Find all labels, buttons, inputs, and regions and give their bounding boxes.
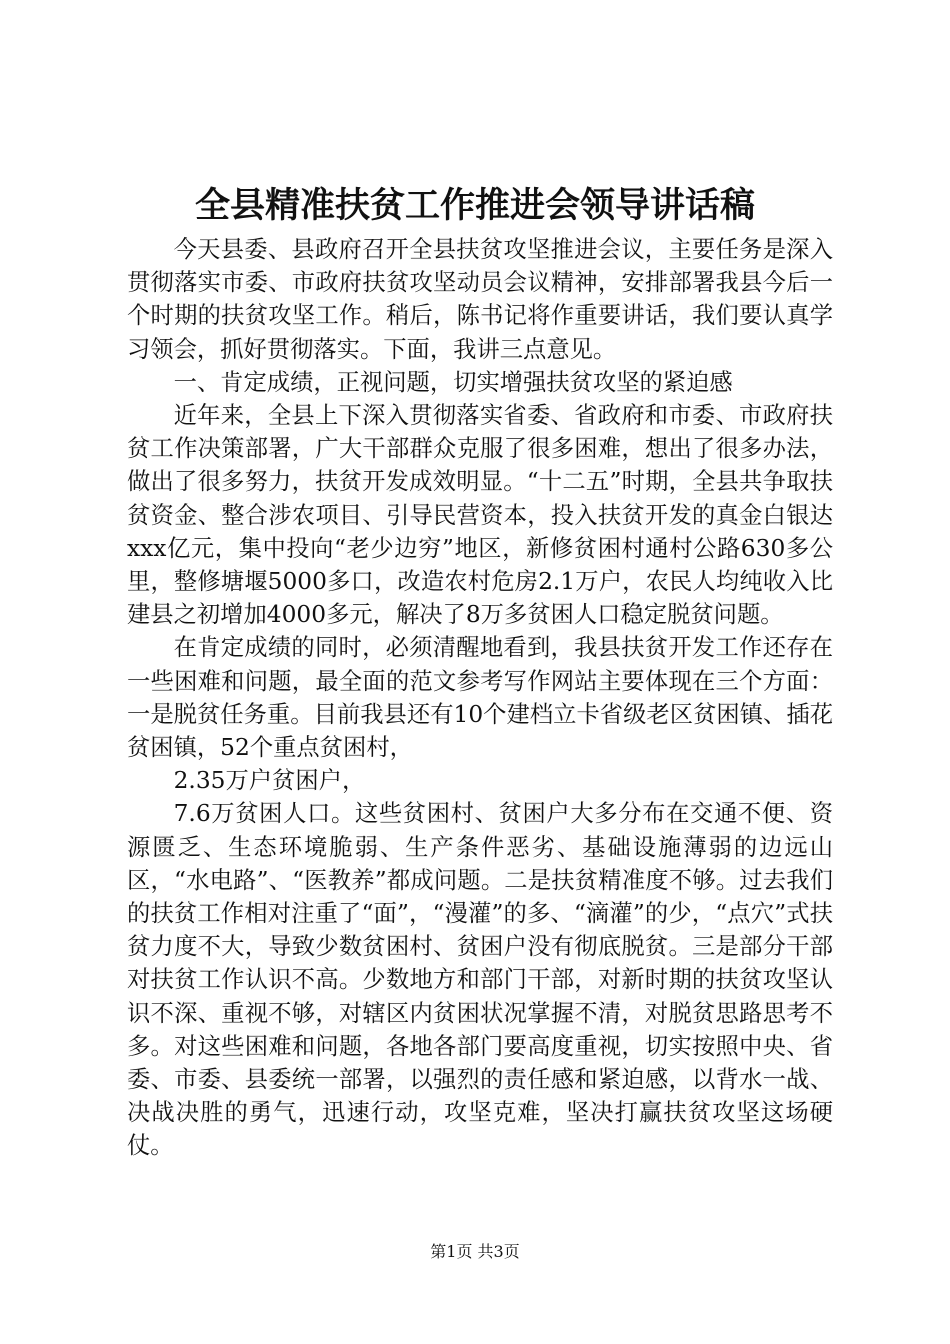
document-title: 全县精准扶贫工作推进会领导讲话稿 bbox=[194, 185, 755, 226]
page-footer: 第1页 共3页 bbox=[430, 1242, 520, 1261]
poor-households-paragraph: 2.35万户贫困户， bbox=[173, 767, 366, 795]
document-body bbox=[127, 233, 833, 1163]
problems-paragraph: 在肯定成绩的同时，必须清醒地看到，我县扶贫开发工作还存在一些困难和问题，最全面的范文参考写作网站主要体现在三个方面：一是脱贫任务重。目前我县还有10个建档立卡省级老区贫困镇、插花贫困镇，52个重点贫困村， bbox=[127, 634, 833, 762]
intro-paragraph: 今天县委、县政府召开全县扶贫攻坚推进会议，主要任务是深入贯彻落实市委、市政府扶贫攻坚动员会议精神，安排部署我县今后一个时期的扶贫攻坚工作。稍后，陈书记将作重要讲话，我们要认真学习领会，抓好贯彻落实。下面，我讲三点意见。 bbox=[127, 236, 833, 363]
poor-population-paragraph: 7.6万贫困人口。这些贫困村、贫困户大多分布在交通不便、资源匮乏、生态环境脆弱、生产条件恶劣、基础设施薄弱的边远山区，“水电路”、“医教养”都成问题。二是扶贫精准度不够。过去我们的扶贫工作相对注重了“面”，“漫灌”的多、“滴灌”的少，“点穴”式扶贫力度不大，导致少数贫困村、贫困户没有彻底脱贫。三是部分干部对扶贫工作认识不高。少数地方和部门干部，对新时期的扶贫攻坚认识不深、重视不够，对辖区内贫困状况掌握不清，对脱贫思路思考不多。对这些困难和问题，各地各部门要高度重视，切实按照中央、省委、市委、县委统一部署，以强烈的责任感和紧迫感，以背水一战、决战决胜的勇气，迅速行动，攻坚克难，坚决打赢扶贫攻坚这场硬仗。 bbox=[127, 800, 833, 1160]
section-heading-1: 一、肯定成绩，正视问题，切实增强扶贫攻坚的紧迫感 bbox=[173, 368, 733, 396]
achievements-paragraph: 近年来，全县上下深入贯彻落实省委、省政府和市委、市政府扶贫工作决策部署，广大干部群众克服了很多困难，想出了很多办法，做出了很多努力，扶贫开发成效明显。“十二五”时期，全县共争取扶贫资金、整合涉农项目、引导民营资本，投入扶贫开发的真金白银达xxx亿元，集中投向“老少边穷”地区，新修贫困村通村公路630多公里，整修塘堰5000多口，改造农村危房2.1万户，农民人均纯收入比建县之初增加4000多元，解决了8万多贫困人口稳定脱贫问题。 bbox=[127, 402, 833, 629]
